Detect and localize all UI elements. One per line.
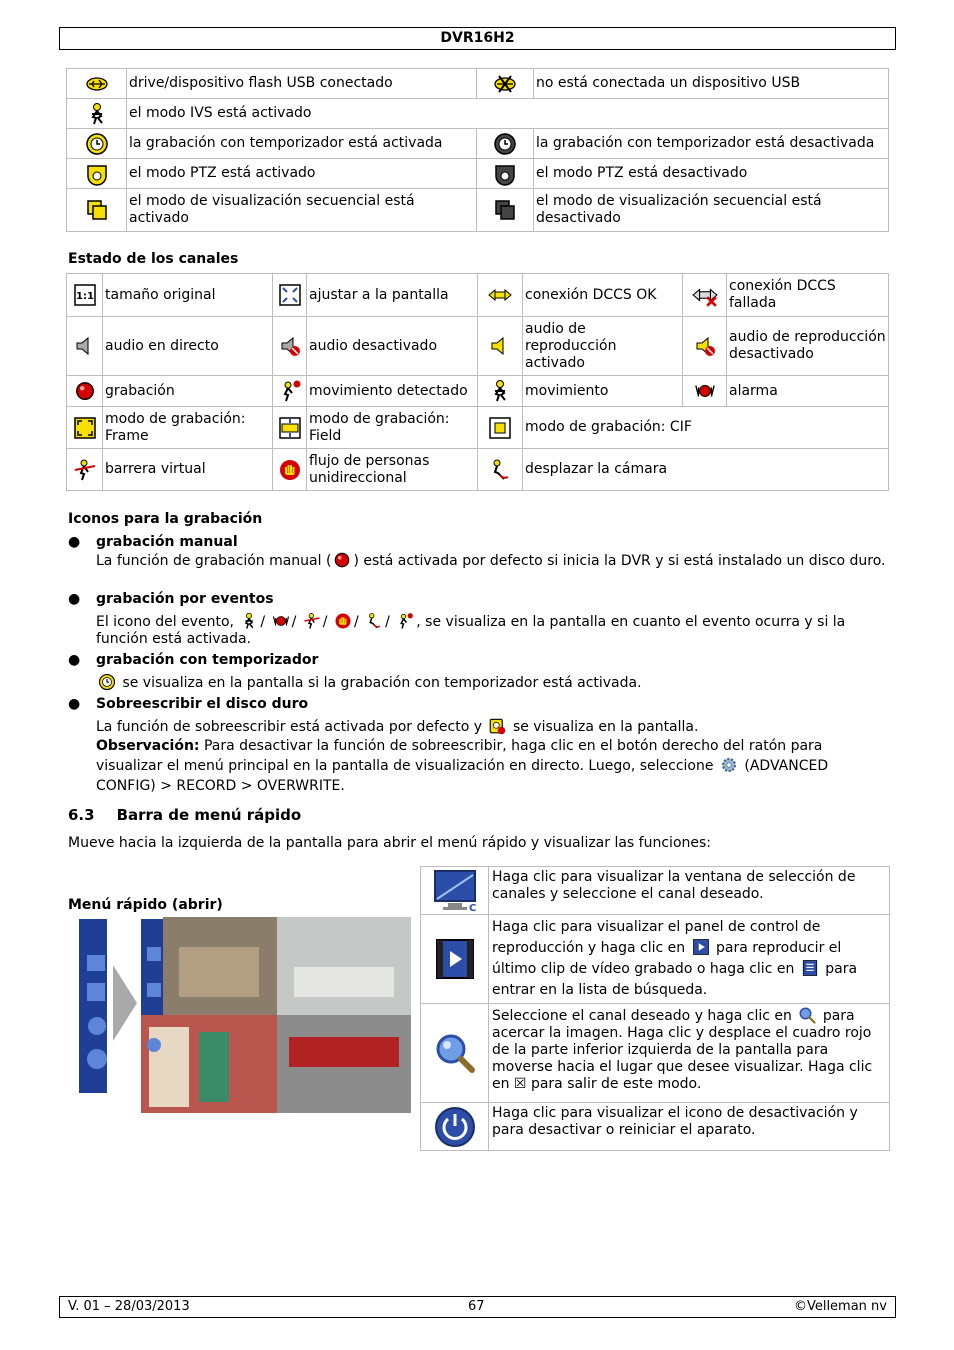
item-text: [96, 673, 888, 692]
text: ) está activada por defecto si inicia la DVR y si está instalado un disco duro.: [353, 553, 886, 569]
table-cell: Haga clic para visualizar la ventana de selección de canales y seleccione el canal deseado.: [489, 867, 890, 915]
one-way-icon: [334, 612, 352, 630]
status-icons-table: [66, 68, 889, 232]
item-title: grabación por eventos: [96, 591, 274, 607]
table-cell: audio en directo: [103, 317, 273, 376]
camera-move-icon: [478, 449, 523, 491]
channel-status-table: [66, 273, 889, 491]
table-cell: audio de reproducción desactivado: [727, 317, 889, 376]
dccs-failed-icon: [683, 274, 727, 317]
zoom-icon: [798, 1006, 816, 1024]
sequence-on-icon: [67, 189, 127, 232]
motion-detected-icon: [273, 376, 307, 407]
motion-icon: [240, 612, 258, 630]
fit-screen-icon: [273, 274, 307, 317]
table-cell: el modo de visualización secuencial está activado: [127, 189, 477, 232]
bullet-icon: ●: [68, 652, 81, 668]
text: se visualiza en la pantalla.: [512, 719, 699, 735]
item-title: Sobreescribir el disco duro: [96, 696, 309, 712]
one-way-icon: [273, 449, 307, 491]
table-cell: Haga clic para visualizar el icono de desactivación y para desactivar o reiniciar el aparato.: [489, 1103, 890, 1151]
note-text: [96, 736, 888, 796]
item-title: grabación con temporizador: [96, 652, 319, 668]
table-cell: conexión DCCS OK: [523, 274, 683, 317]
frame-mode-icon: [67, 407, 103, 449]
power-icon[interactable]: [421, 1103, 489, 1151]
table-cell: audio de reproducción activado: [523, 317, 683, 376]
table-cell: modo de grabación: Field: [307, 407, 478, 449]
alarm-icon: [272, 612, 290, 630]
section-intro: Mueve hacia la izquierda de la pantalla para abrir el menú rápido y visualizar las funciones:: [68, 835, 712, 851]
quick-menu-screenshot: [79, 917, 411, 1113]
table-cell: la grabación con temporizador está activada: [127, 129, 477, 159]
play-icon: [692, 938, 710, 956]
camera-move-icon: [365, 612, 383, 630]
table-cell: el modo PTZ está activado: [127, 159, 477, 189]
quick-menu-table: [420, 866, 890, 1151]
list-item: [68, 696, 888, 796]
section-title: Barra de menú rápido: [116, 806, 302, 824]
playback-audio-off-icon: [683, 317, 727, 376]
list-item: [68, 591, 888, 648]
alarm-icon: [683, 376, 727, 407]
usb-connected-icon: [67, 69, 127, 99]
virtual-fence-icon: [67, 449, 103, 491]
table-cell: modo de grabación: CIF: [523, 407, 889, 449]
record-icons-heading: Iconos para la grabación: [68, 511, 263, 527]
table-cell: el modo de visualización secuencial está desactivado: [534, 189, 889, 232]
table-cell: movimiento detectado: [307, 376, 478, 407]
footer-version: V. 01 – 28/03/2013: [68, 1299, 190, 1314]
quick-menu-label: Menú rápido (abrir): [68, 897, 223, 913]
cif-mode-icon: [478, 407, 523, 449]
table-cell: modo de grabación: Frame: [103, 407, 273, 449]
footer-copyright: ©Velleman nv: [793, 1299, 887, 1314]
table-cell: desplazar la cámara: [523, 449, 889, 491]
sequence-off-icon: [477, 189, 534, 232]
table-cell: ajustar a la pantalla: [307, 274, 478, 317]
item-text: [96, 551, 888, 570]
table-cell: alarma: [727, 376, 889, 407]
dccs-ok-icon: [478, 274, 523, 317]
hdd-overwrite-icon: [488, 717, 506, 735]
table-cell: audio desactivado: [307, 317, 478, 376]
gear-icon: [720, 756, 738, 774]
header-title: DVR16H2: [59, 27, 896, 50]
camera-view: [277, 917, 411, 1015]
virtual-fence-icon: [303, 612, 321, 630]
ptz-off-icon: [477, 159, 534, 189]
text: se visualiza en la pantalla si la grabación con temporizador está activada.: [122, 675, 642, 691]
record-icon: [67, 376, 103, 407]
table-cell: movimiento: [523, 376, 683, 407]
audio-off-icon: [273, 317, 307, 376]
list-item: [68, 652, 888, 692]
table-cell: Seleccione el canal deseado y haga clic en para acercar la imagen. Haga clic y desplace el cuadro rojo de la parte inferior izquierda de la pantalla para moverse hacia el lugar que desee visualizar. Haga clic en ☒ para salir de este modo.: [489, 1004, 890, 1103]
table-cell: barrera virtual: [103, 449, 273, 491]
text: La función de sobreescribir está activada por defecto y: [96, 719, 483, 735]
audio-live-icon: [67, 317, 103, 376]
footer: [59, 1296, 896, 1318]
motion-icon: [478, 376, 523, 407]
field-mode-icon: [273, 407, 307, 449]
ptz-on-icon: [67, 159, 127, 189]
playback-audio-on-icon: [478, 317, 523, 376]
table-cell: grabación: [103, 376, 273, 407]
item-text: [96, 717, 888, 736]
section-number: 6.3: [68, 806, 95, 824]
bullet-icon: ●: [68, 591, 81, 607]
playback-icon[interactable]: [421, 915, 489, 1004]
table-cell: drive/dispositivo flash USB conectado: [127, 69, 477, 99]
table-cell: el modo IVS está activado: [127, 99, 889, 129]
text: Para desactivar la función de sobreescribir, haga clic en el botón derecho del ratón para visualizar el menú principal en la pantalla de visualización en directo. Luego, seleccione: [96, 738, 823, 774]
text: , se visualiza en la pantalla en cuanto el evento ocurra y si la función está activada.: [96, 614, 846, 647]
footer-page-number: 67: [468, 1299, 485, 1314]
table-cell: el modo PTZ está desactivado: [534, 159, 889, 189]
table-cell: Haga clic para visualizar el panel de control de reproducción y haga clic en para reproducir el último clip de vídeo grabado o haga clic en para entrar en la lista de búsqueda.: [489, 915, 890, 1004]
text: El icono del evento,: [96, 614, 234, 630]
usb-disconnected-icon: [477, 69, 534, 99]
note-label: Observación:: [96, 738, 200, 754]
table-cell: no está conectada un dispositivo USB: [534, 69, 889, 99]
text: (ADVANCED CONFIG) > RECORD > OVERWRITE.: [96, 758, 829, 794]
motion-detected-icon: [396, 612, 414, 630]
text: La función de grabación manual (: [96, 553, 332, 569]
record-icon: [333, 551, 351, 569]
bullet-icon: ●: [68, 534, 81, 550]
timer-on-icon: [67, 129, 127, 159]
bullet-icon: ●: [68, 696, 81, 712]
section-heading: [68, 807, 323, 824]
table-cell: flujo de personas unidireccional: [307, 449, 478, 491]
original-size-icon: [67, 274, 103, 317]
timer-on-icon: [98, 673, 116, 691]
table-cell: la grabación con temporizador está desactivada: [534, 129, 889, 159]
channel-status-heading: Estado de los canales: [68, 251, 239, 267]
zoom-icon[interactable]: [421, 1004, 489, 1103]
ivs-icon: [67, 99, 127, 129]
item-text: El icono del evento, / / / / / , se visualiza en la pantalla en cuanto el evento ocurra y si la función está activada.: [96, 614, 846, 647]
channel-select-icon[interactable]: [421, 867, 489, 915]
list-item: [68, 534, 888, 570]
table-cell: conexión DCCS fallada: [727, 274, 889, 317]
item-title: grabación manual: [96, 534, 238, 550]
table-cell: tamaño original: [103, 274, 273, 317]
search-list-icon: [801, 959, 819, 977]
timer-off-icon: [477, 129, 534, 159]
